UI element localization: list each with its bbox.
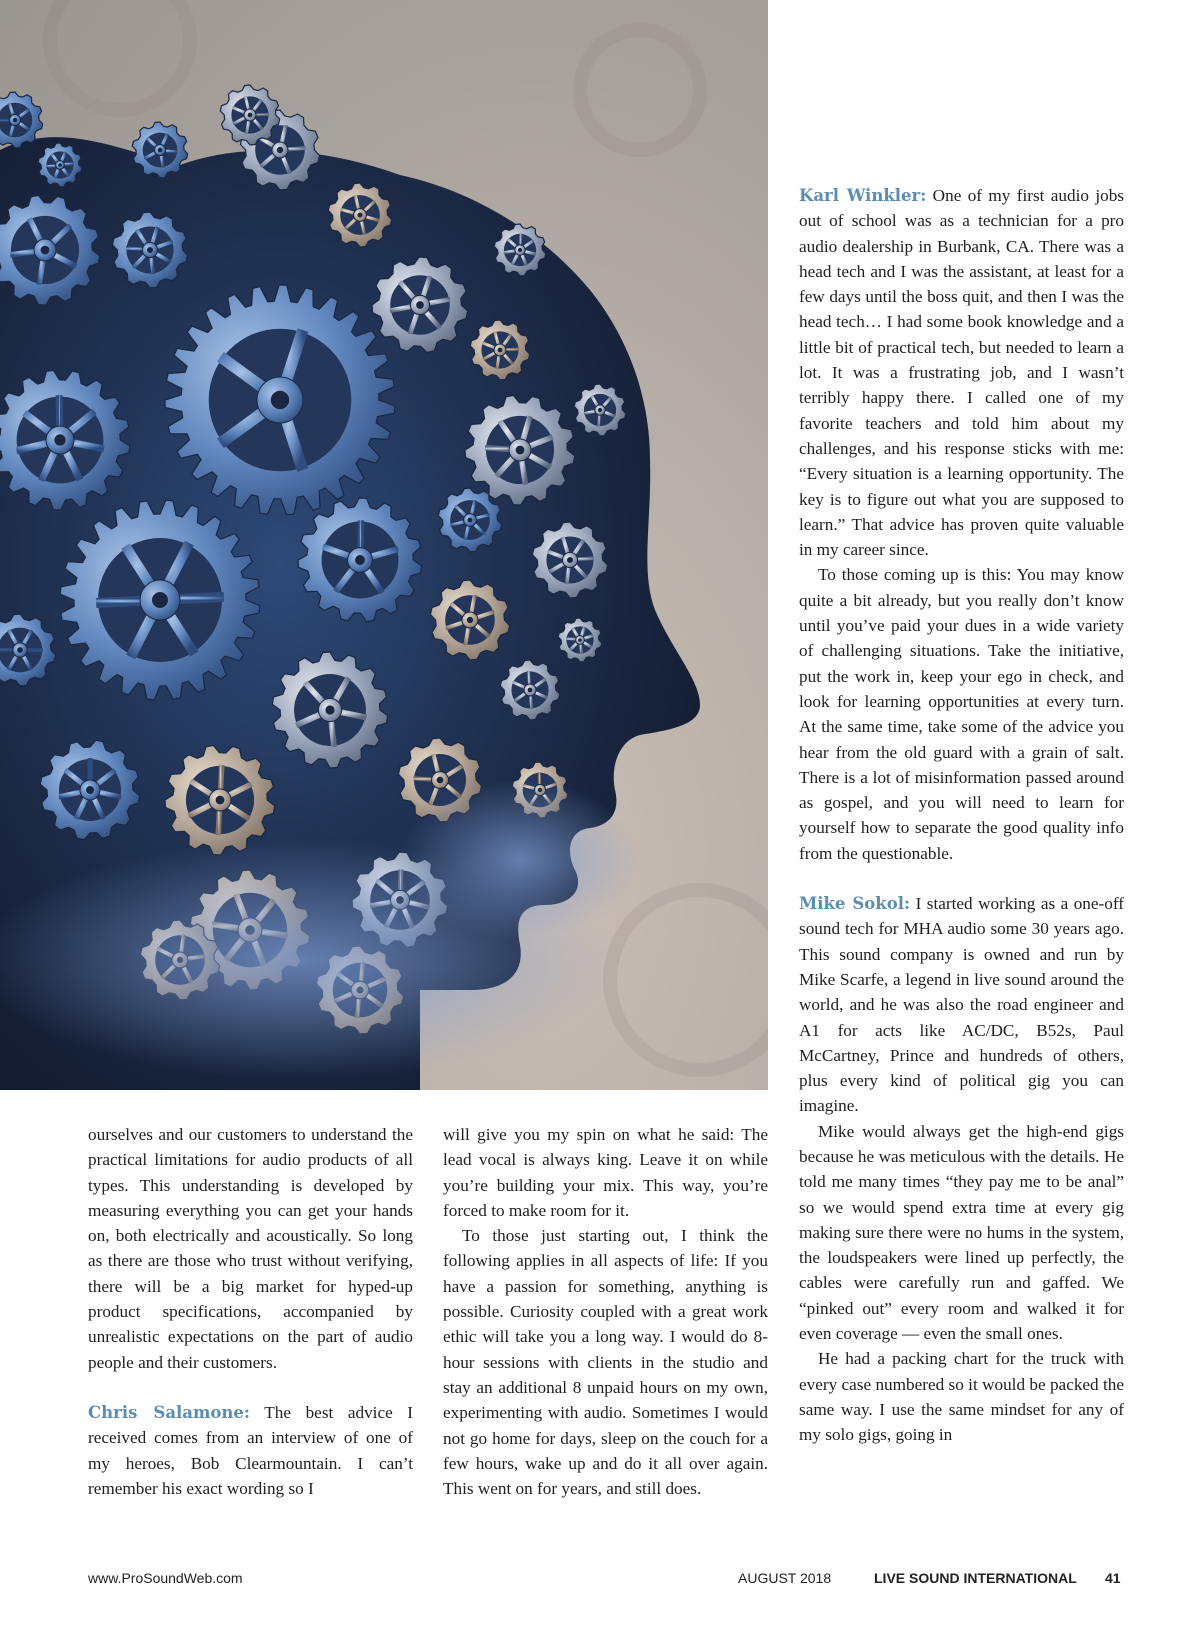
head-gears-illustration	[0, 0, 768, 1090]
column-2-paragraph-1: will give you my spin on what he said: The lead vocal is always king. Leave it on while you’re building your mix. This way, you’re forced to make room for it.	[443, 1125, 768, 1220]
column-3-paragraph-4: Mike would always get the high-end gigs because he was meticulous with the details. He told me many times “they pay me to be anal” so we would spend extra time at every gig making sure there were no hums in the system, the loudspeakers were lined up perfectly, the cables were carefully run and gaffed. We “pinked out” every room and walked it for even coverage — even the small ones.	[799, 1121, 1124, 1344]
speaker-name-mike-sokol: Mike Sokol:	[799, 894, 911, 914]
column-2-paragraph-2: To those just starting out, I think the following applies in all aspects of life: If you have a passion for something, anything is possible. Curiosity coupled with a great work ethic will take you a long way. I would do 8-hour sessions with clients in the studio and stay an additional 8 unpaid hours on my own, experimenting with audio. Sometimes I would not go home for days, sleep on the couch for a few hours, wake up and do it all over again. This went on for years, and still does.	[443, 1226, 768, 1499]
speaker-name-karl-winkler: Karl Winkler:	[799, 186, 927, 205]
column-3-paragraph-1: Karl Winkler: One of my first audio jobs out of school was as a technician for a pro audio dealership in Burbank, CA. There was a head tech and I was the assistant, at least for a few days until the boss quit, and then I was the head tech… I had some book knowledge and a little bit of practical tech, but needed to learn a lot. It was a frustrating job, and I wasn’t terribly happy there. I called one of my favorite teachers and told him about my challenges, and his response sticks with me: “Every situation is a learning opportunity. The key is to figure out what you are supposed to learn.” That advice has proven quite valuable in my career since.	[799, 186, 1124, 560]
article-column-1	[88, 1122, 413, 1501]
column-1-paragraph-2: Chris Salamone: The best advice I received comes from an interview of one of my heroes, Bob Clearmountain. I can’t remember his exact wording so I	[88, 1402, 414, 1498]
speaker-name-chris-salamone: Chris Salamone:	[88, 1402, 251, 1422]
column-3-paragraph-5: He had a packing chart for the truck with every case numbered so it would be packed the same way. I use the same mindset for any of my solo gigs, going in	[799, 1349, 1124, 1445]
footer-page-number: 41	[1105, 1570, 1121, 1586]
column-1-paragraph-1: ourselves and our customers to understand the practical limitations for audio products of all types. This understanding is developed by measuring everything you can get your hands on, both electrically and acoustically. So long as there are those who trust without verifying, there will be a big market for hyped-up product specifications, accompanied by unrealistic expectations on the part of audio people and their customers.	[88, 1125, 413, 1372]
footer-date: AUGUST 2018	[738, 1570, 832, 1586]
article-column-2	[443, 1122, 768, 1501]
article-column-3	[799, 183, 1124, 1448]
footer-publication: LIVE SOUND INTERNATIONAL	[874, 1570, 1077, 1586]
column-3-paragraph-2: To those coming up is this: You may know quite a bit already, but you really don’t know until you’ve paid your dues in a wide variety of challenging situations. Take the initiative, put the work in, keep your ego in check, and look for learning opportunities at every turn. At the same time, take some of the advice you hear from the old guard with a grain of salt. There is a lot of misinformation passed around as gospel, and you will need to learn for yourself how to separate the good quality info from the questionable.	[799, 565, 1124, 863]
footer-website[interactable]: www.ProSoundWeb.com	[88, 1570, 243, 1586]
gear-icon	[40, 740, 139, 839]
gear-icon	[220, 85, 279, 145]
column-3-paragraph-3: Mike Sokol: I started working as a one-off sound tech for MHA audio some 30 years ago. This sound company is owned and run by Mike Scarfe, a legend in live sound around the world, and he was also the road engineer and A1 for acts like AC/DC, B52s, Paul McCartney, Prince and hundreds of others, plus every kind of political gig you can imagine.	[799, 894, 1124, 1116]
